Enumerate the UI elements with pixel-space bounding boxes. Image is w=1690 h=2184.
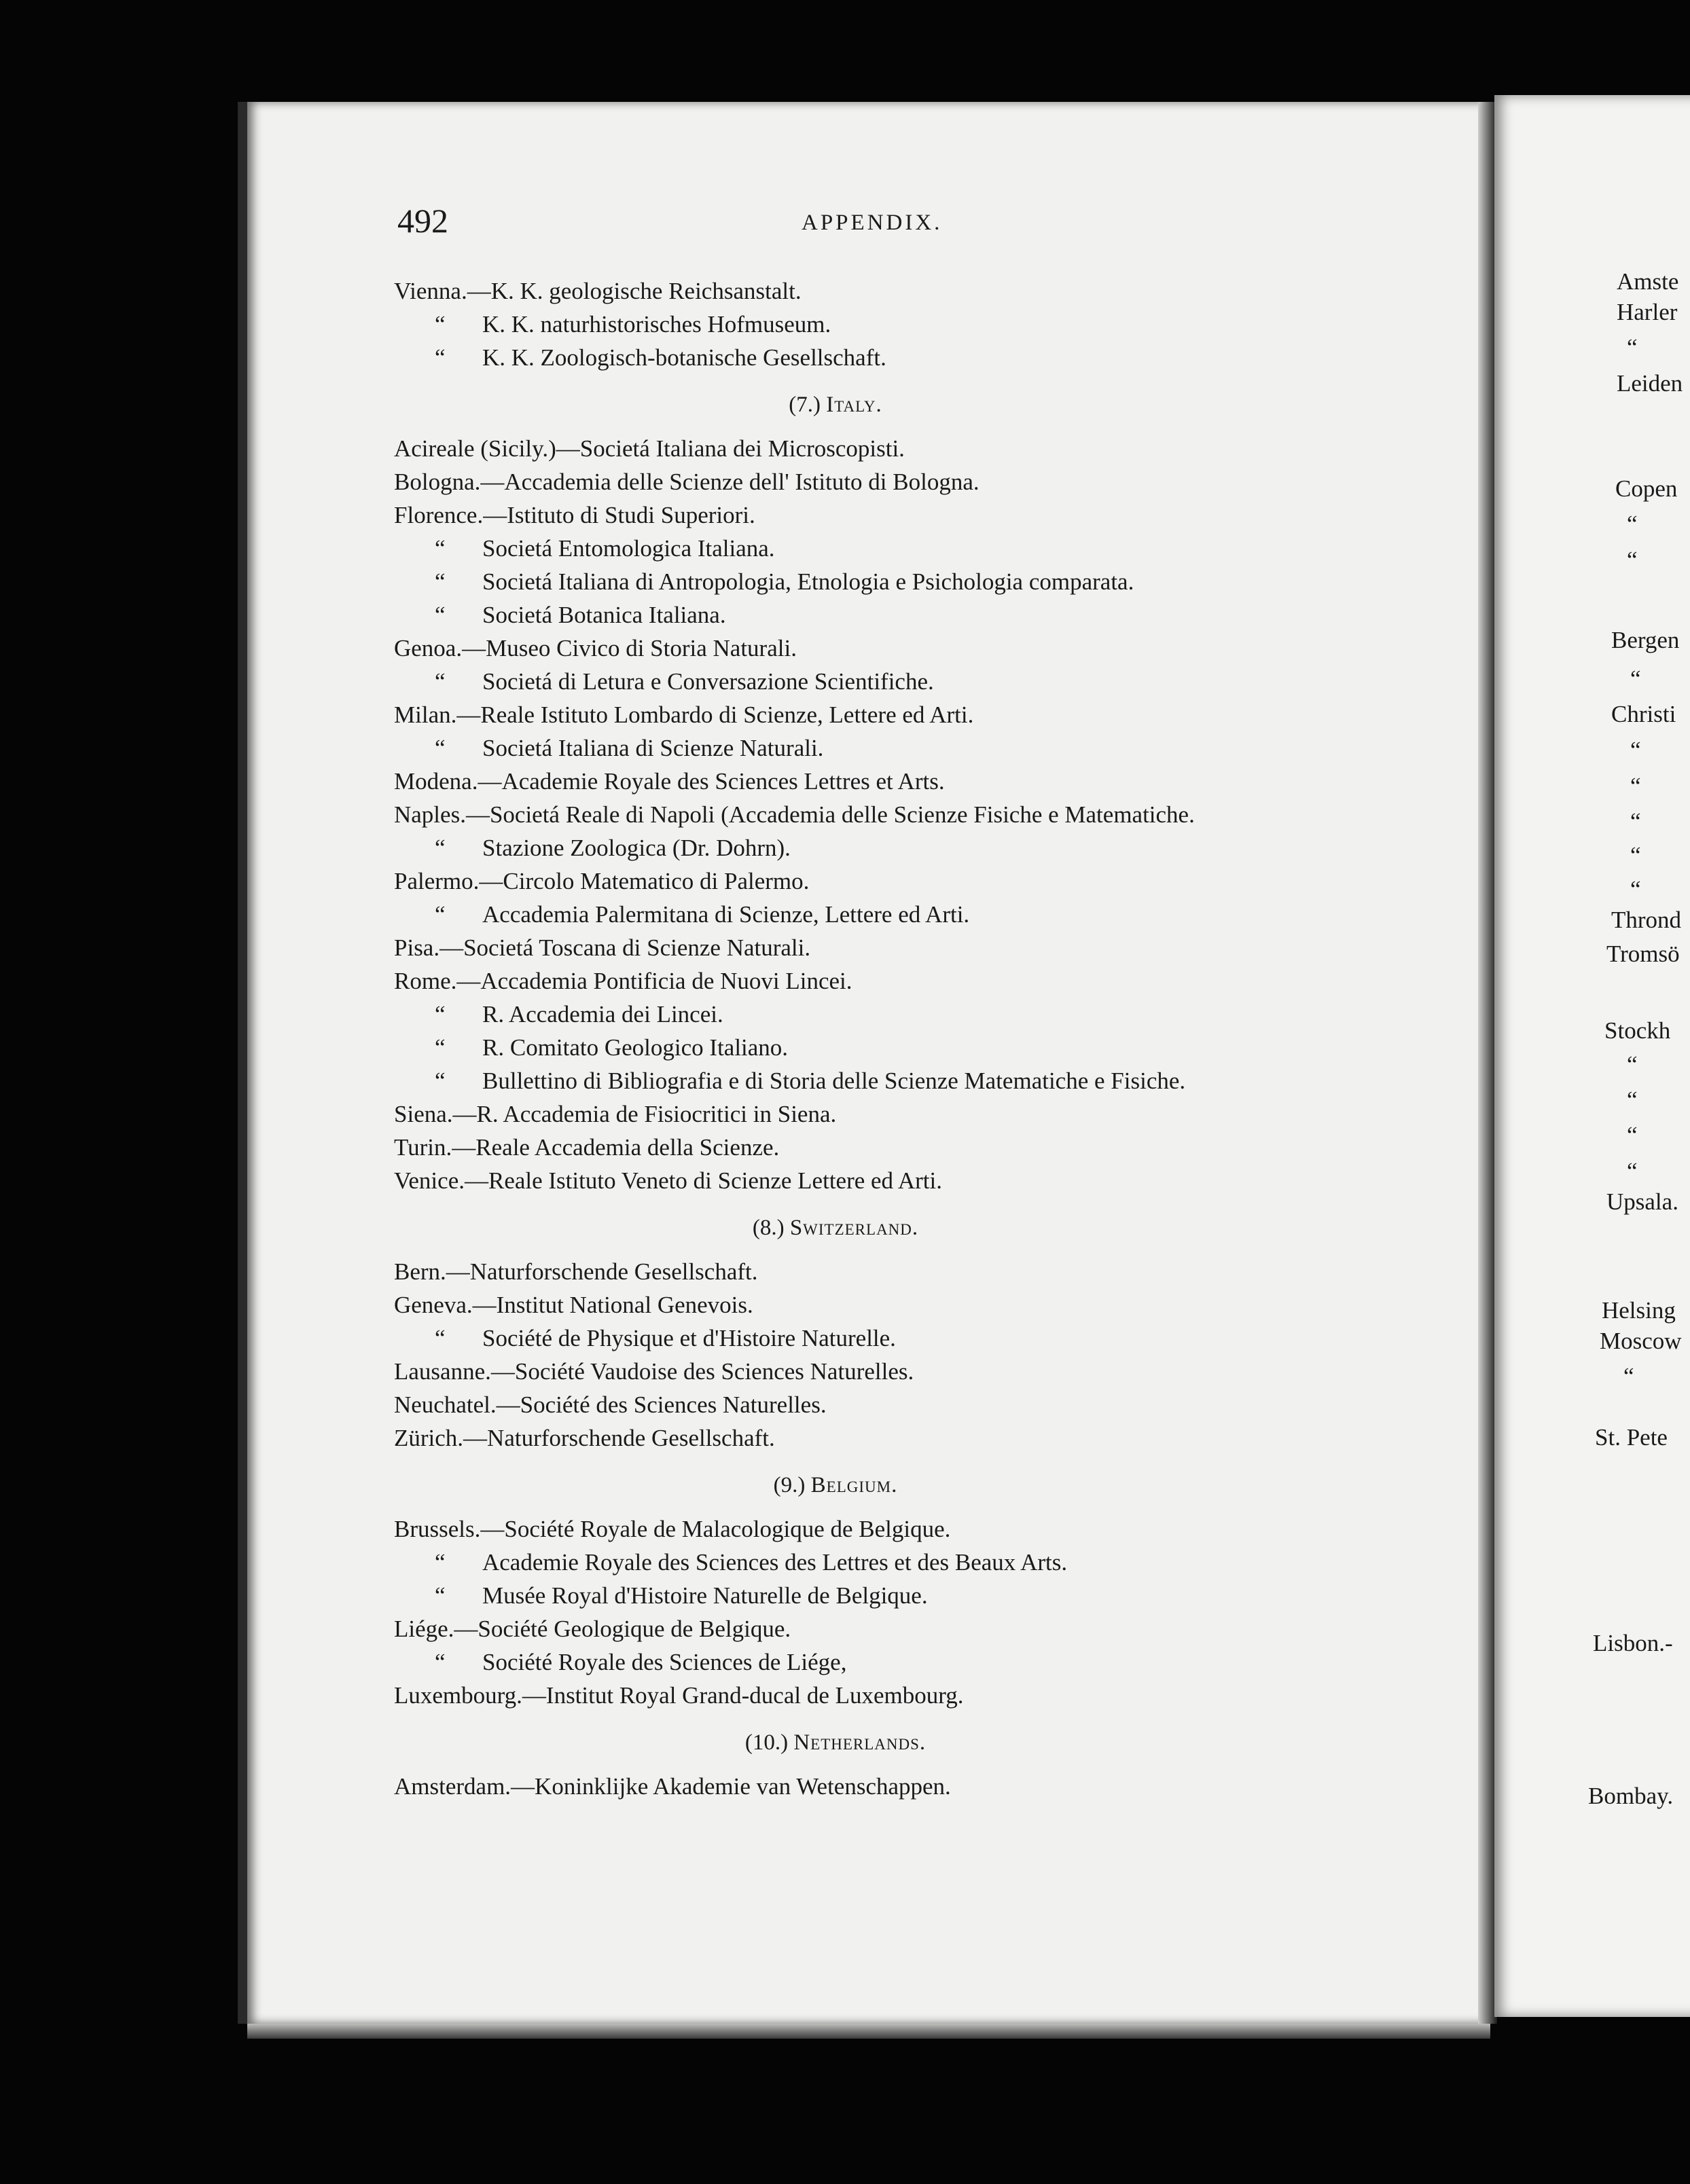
society-entry: Bologna.—Accademia delle Scienze dell' Istituto di Bologna. — [394, 469, 979, 495]
running-head: APPENDIX. — [802, 211, 943, 235]
society-name: Academie Royale des Sciences des Lettres et des Beaux Arts. — [482, 1549, 1068, 1576]
right-page-fragment: Moscow — [1600, 1328, 1682, 1354]
society-entry: Brussels.—Société Royale de Malacologique de Belgique. — [394, 1516, 951, 1542]
right-page-fragment: Helsing — [1602, 1297, 1676, 1324]
society-entry: Palermo.—Circolo Matematico di Palermo. — [394, 868, 810, 894]
ditto-mark: “ — [435, 1549, 446, 1576]
society-name: Accademia Palermitana di Scienze, Lettere ed Arti. — [482, 901, 970, 928]
section-number: (8.) — [752, 1216, 790, 1240]
section-title: Belgium. — [810, 1473, 898, 1497]
ditto-mark: “ — [435, 1001, 446, 1027]
right-page-fragment: Stockh — [1604, 1017, 1671, 1044]
society-entry: Milan.—Reale Istituto Lombardo di Scienze, Lettere ed Arti. — [394, 702, 974, 728]
ditto-mark: “ — [435, 735, 446, 761]
society-entry-ditto — [394, 308, 1481, 341]
right-page-fragment: Christi — [1611, 701, 1676, 727]
right-page-fragment: “ — [1630, 737, 1641, 763]
society-entry-ditto — [394, 898, 1481, 931]
right-page-fragment: Copen — [1615, 475, 1678, 502]
ditto-mark: “ — [435, 344, 446, 371]
ditto-mark: “ — [435, 311, 446, 338]
ditto-mark: “ — [435, 835, 446, 861]
society-name: K. K. naturhistorisches Hofmuseum. — [482, 311, 831, 338]
page-number: 492 — [397, 202, 448, 240]
society-entry: Zürich.—Naturforschende Gesellschaft. — [394, 1425, 775, 1451]
right-page-fragment: Thrond — [1611, 907, 1682, 933]
society-entry: Bern.—Naturforschende Gesellschaft. — [394, 1258, 758, 1285]
society-entry: Amsterdam.—Koninklijke Akademie van Wetenschappen. — [394, 1773, 951, 1800]
right-page-fragment: Leiden — [1617, 370, 1683, 397]
section-heading — [394, 1726, 1277, 1760]
society-entry: Acireale (Sicily.)—Societá Italiana dei Microscopisti. — [394, 435, 905, 462]
society-entry: Siena.—R. Accademia de Fisiocritici in Siena. — [394, 1101, 837, 1127]
society-entry-ditto — [394, 665, 1481, 698]
section-heading — [394, 388, 1277, 422]
section-number: (7.) — [789, 393, 827, 417]
society-entry: Luxembourg.—Institut Royal Grand-ducal de Luxembourg. — [394, 1682, 964, 1709]
right-page-fragment: “ — [1627, 547, 1638, 573]
right-page-fragment: Amste — [1617, 268, 1679, 295]
right-page-fragment: “ — [1623, 1363, 1634, 1389]
society-name: Société de Physique et d'Histoire Naturelle. — [482, 1325, 896, 1351]
section-heading — [394, 1212, 1277, 1245]
society-name: R. Accademia dei Lincei. — [482, 1001, 723, 1027]
ditto-mark: “ — [435, 1582, 446, 1609]
right-page-fragment: St. Pete — [1595, 1424, 1668, 1451]
society-entry: Modena.—Academie Royale des Sciences Lettres et Arts. — [394, 768, 945, 795]
society-entry-ditto — [394, 831, 1481, 864]
right-page-fragment: “ — [1627, 1087, 1638, 1113]
society-entry: Pisa.—Societá Toscana di Scienze Naturali. — [394, 934, 811, 961]
society-entry-ditto — [394, 341, 1481, 374]
society-name: K. K. Zoologisch-botanische Gesellschaft. — [482, 344, 886, 371]
society-entry: Neuchatel.—Société des Sciences Naturelles. — [394, 1391, 827, 1418]
ditto-mark: “ — [435, 901, 446, 928]
society-entry-ditto — [394, 998, 1481, 1031]
right-page-fragment: “ — [1627, 334, 1638, 361]
society-name: R. Comitato Geologico Italiano. — [482, 1034, 789, 1061]
society-name: Bullettino di Bibliografia e di Storia delle Scienze Matematiche e Fisiche. — [482, 1068, 1186, 1094]
ditto-mark: “ — [435, 535, 446, 562]
society-entry: Rome.—Accademia Pontificia de Nuovi Lincei. — [394, 968, 852, 994]
right-page-fragment: “ — [1627, 1158, 1638, 1184]
right-page-fragment: Bombay. — [1588, 1783, 1674, 1809]
right-page-fragment: “ — [1630, 773, 1641, 799]
society-name: Stazione Zoologica (Dr. Dohrn). — [482, 835, 791, 861]
society-entry-ditto — [394, 731, 1481, 765]
section-title: Netherlands. — [793, 1730, 927, 1755]
section-number: (9.) — [773, 1473, 811, 1497]
society-name: Societá Italiana di Antropologia, Etnologia e Psichologia comparata. — [482, 568, 1134, 595]
society-name: Musée Royal d'Histoire Naturelle de Belgique. — [482, 1582, 928, 1609]
section-heading — [394, 1469, 1277, 1502]
society-list — [394, 274, 1481, 1803]
society-entry: Vienna.—K. K. geologische Reichsanstalt. — [394, 278, 802, 304]
society-entry-ditto — [394, 1579, 1481, 1612]
society-entry: Turin.—Reale Accademia della Scienze. — [394, 1134, 780, 1161]
society-name: Societá di Letura e Conversazione Scientifiche. — [482, 668, 934, 695]
society-entry: Liége.—Société Geologique de Belgique. — [394, 1616, 791, 1642]
society-entry-ditto — [394, 1645, 1481, 1679]
right-page-fragment: “ — [1630, 808, 1641, 835]
ditto-mark: “ — [435, 1034, 446, 1061]
society-entry-ditto — [394, 598, 1481, 632]
right-page-fragment: “ — [1627, 1051, 1638, 1078]
right-page-fragment: Harler — [1617, 299, 1678, 325]
right-page-fragment: “ — [1627, 1122, 1638, 1148]
ditto-mark: “ — [435, 568, 446, 595]
society-name: Societá Botanica Italiana. — [482, 602, 726, 628]
right-page-fragment: Bergen — [1611, 627, 1680, 653]
society-entry-ditto — [394, 532, 1481, 565]
section-title: Italy. — [826, 393, 882, 417]
ditto-mark: “ — [435, 668, 446, 695]
ditto-mark: “ — [435, 1068, 446, 1094]
society-entry-ditto — [394, 1322, 1481, 1355]
page-bottom-edge — [247, 2024, 1490, 2039]
section-title: Switzerland. — [789, 1216, 919, 1240]
society-entry-ditto — [394, 1064, 1481, 1097]
society-entry-ditto — [394, 1031, 1481, 1064]
society-name: Société Royale des Sciences de Liége, — [482, 1649, 847, 1675]
ditto-mark: “ — [435, 1325, 446, 1351]
right-page-fragment: Upsala. — [1606, 1188, 1678, 1215]
right-page-fragment: “ — [1630, 876, 1641, 903]
society-name: Societá Entomologica Italiana. — [482, 535, 775, 562]
society-entry-ditto — [394, 1546, 1481, 1579]
right-page-fragment: “ — [1630, 842, 1641, 869]
society-name: Societá Italiana di Scienze Naturali. — [482, 735, 824, 761]
right-page-fragment: “ — [1627, 511, 1638, 537]
society-entry: Genoa.—Museo Civico di Storia Naturali. — [394, 635, 797, 661]
society-entry-ditto — [394, 565, 1481, 598]
society-entry: Lausanne.—Société Vaudoise des Sciences Naturelles. — [394, 1358, 914, 1385]
right-page-fragment: “ — [1630, 666, 1641, 692]
society-entry: Florence.—Istituto di Studi Superiori. — [394, 502, 755, 528]
section-number: (10.) — [744, 1730, 794, 1755]
ditto-mark: “ — [435, 1649, 446, 1675]
ditto-mark: “ — [435, 602, 446, 628]
society-entry: Venice.—Reale Istituto Veneto di Scienze Lettere ed Arti. — [394, 1167, 942, 1194]
society-entry: Naples.—Societá Reale di Napoli (Accademia delle Scienze Fisiche e Matematiche. — [394, 801, 1195, 828]
right-page-fragment: Tromsö — [1606, 941, 1680, 967]
right-page-fragment: Lisbon.- — [1593, 1630, 1673, 1656]
society-entry: Geneva.—Institut National Genevois. — [394, 1292, 753, 1318]
